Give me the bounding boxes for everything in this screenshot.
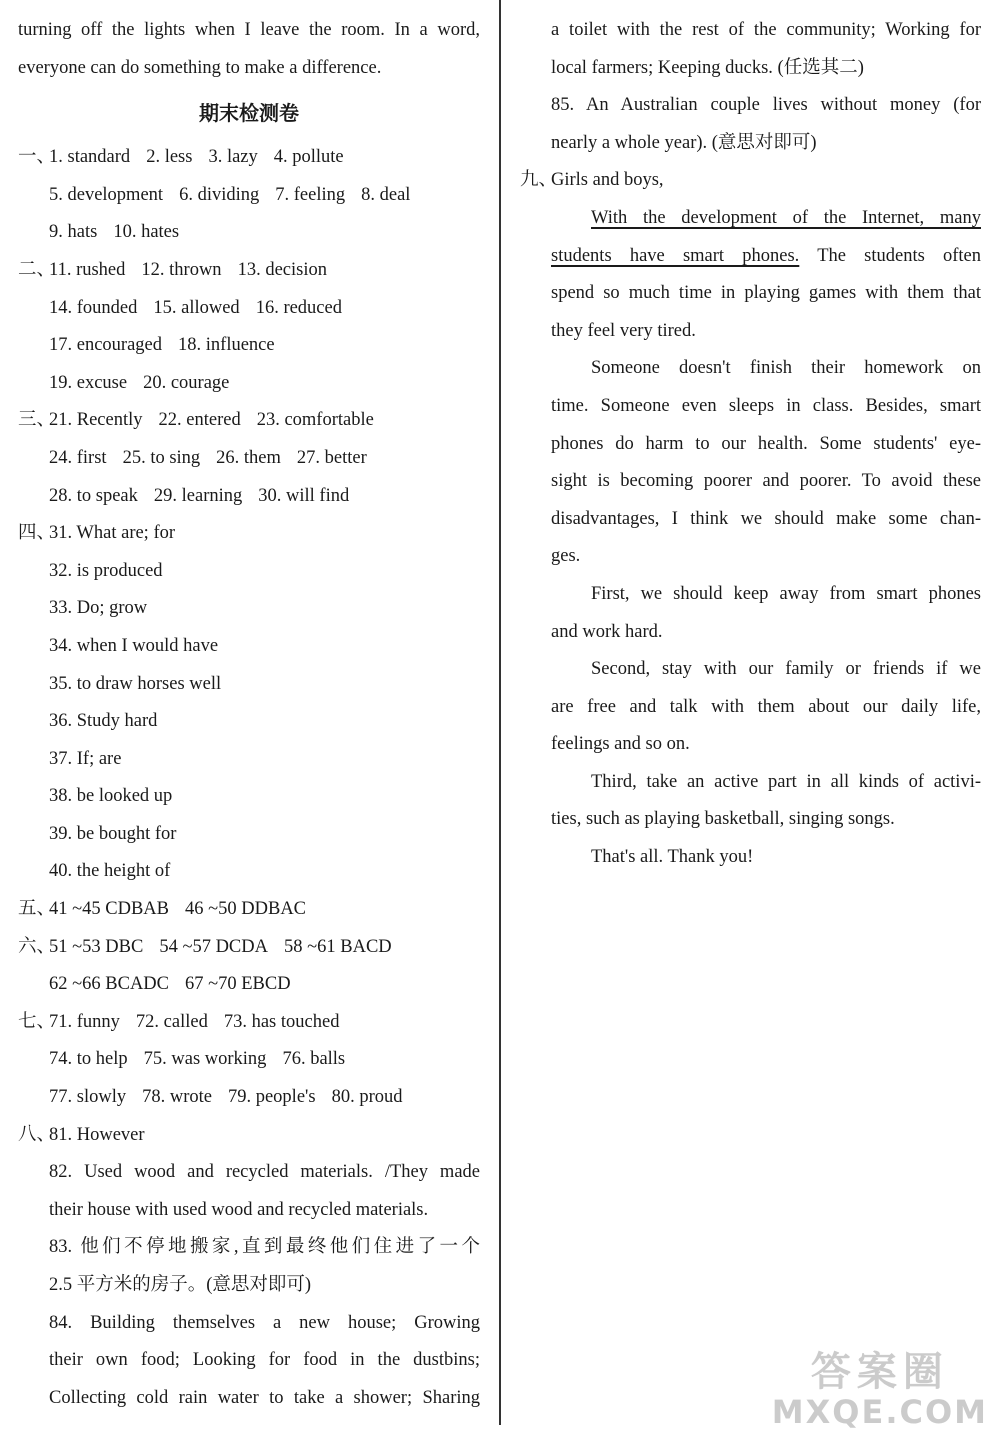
essay-line: disadvantages, I think we should make some chan- (551, 508, 981, 529)
essay-line: Someone doesn't finish their homework on (591, 358, 981, 379)
essay-line (551, 200, 981, 238)
answer-line: 34. when I would have (49, 635, 219, 656)
answer-line: nearly a whole year). (意思对即可) (551, 132, 817, 153)
answer-line (18, 1117, 480, 1155)
answer: 72. called (135, 1011, 208, 1032)
section-mark: 四、 (18, 523, 56, 544)
answer: 75. was working (143, 1049, 267, 1070)
answer: 78. wrote (142, 1087, 212, 1108)
greeting: Girls and boys, (551, 170, 664, 191)
answer: 4. pollute (273, 147, 344, 168)
section-mark: 八、 (18, 1124, 56, 1145)
watermark-text: 答案圈 (810, 1349, 949, 1395)
answer-line: a toilet with the rest of the community; Working for (551, 20, 981, 40)
answer: 74. to help (49, 1049, 128, 1070)
answer-line: 39. be bought for (49, 823, 177, 844)
answer-line (18, 515, 480, 553)
answer-line (18, 1079, 480, 1117)
answer: 17. encouraged (49, 335, 163, 356)
answer-line (18, 365, 480, 403)
answer: 6. dividing (179, 184, 260, 205)
section-mark: 六、 (18, 936, 56, 957)
answer-line (18, 139, 480, 177)
answer: 29. learning (153, 485, 243, 506)
answer: 58 ~61 BACD (284, 936, 392, 957)
answer-line: 38. be looked up (49, 786, 173, 807)
answer-line (18, 891, 480, 929)
answer: 15. allowed (153, 297, 240, 318)
underlined-sentence: With the development of the Internet, many (591, 207, 981, 228)
answer: 12. thrown (141, 259, 222, 280)
answer-line: 33. Do; grow (49, 598, 148, 619)
answer: 13. decision (237, 259, 327, 280)
answer-line: 40. the height of (49, 861, 171, 882)
answer: 62 ~66 BCADC (49, 974, 169, 995)
answer-line (18, 929, 480, 967)
answer: 18. influence (178, 335, 275, 356)
answer-line (18, 290, 480, 328)
intro-line: everyone can do something to make a difference. (18, 57, 382, 78)
essay-line: and work hard. (551, 621, 663, 642)
answer-line (18, 327, 480, 365)
answer: 14. founded (49, 297, 138, 318)
answer-line (18, 1041, 480, 1079)
answer: 76. balls (282, 1049, 346, 1070)
answer: 71. funny (49, 1011, 120, 1032)
answer-line: their own food; Looking for food in the dustbins; (49, 1350, 480, 1371)
answer: 19. excuse (49, 372, 128, 393)
section-mark: 五、 (18, 899, 56, 920)
right-column (520, 0, 981, 877)
answer: 77. slowly (49, 1087, 127, 1108)
section-mark: 一、 (18, 147, 56, 168)
greeting-line (520, 162, 981, 200)
answer-line (18, 252, 480, 290)
answer: 8. deal (361, 184, 411, 205)
intro-line: turning off the lights when I leave the room. In a word, (18, 20, 480, 40)
answer: 28. to speak (49, 485, 138, 506)
section-mark: 九、 (520, 170, 558, 191)
answer-line: 84. Building themselves a new house; Growing (49, 1312, 480, 1333)
answer: 3. lazy (208, 147, 258, 168)
section-mark: 三、 (18, 410, 56, 431)
answer: 54 ~57 DCDA (159, 936, 268, 957)
section-mark: 二、 (18, 259, 56, 280)
answer: 24. first (49, 447, 107, 468)
answer-line: 35. to draw horses well (49, 673, 222, 694)
answer-line: 83. 他们不停地搬家,直到最终他们住进了一个 (49, 1237, 480, 1258)
answer: 31. What are; for (49, 523, 176, 544)
answer-line (18, 402, 480, 440)
answer: 30. will find (258, 485, 350, 506)
essay-line: spend so much time in playing games with them that (551, 283, 981, 304)
answer: 26. them (216, 447, 281, 468)
answer: 20. courage (143, 372, 230, 393)
answer-line: local farmers; Keeping ducks. (任选其二) (551, 57, 864, 78)
answer-line: Collecting cold rain water to take a shower; Sharing (49, 1387, 480, 1408)
underlined-sentence: students have smart phones. (551, 245, 800, 266)
answer: 16. reduced (255, 297, 342, 318)
watermark-url: MXQE.COM (771, 1393, 988, 1431)
answer: 46 ~50 DDBAC (185, 899, 307, 920)
answer-line: their house with used wood and recycled materials. (49, 1199, 429, 1220)
answer-line (18, 440, 480, 478)
left-column (18, 0, 480, 1417)
answer: 11. rushed (49, 259, 126, 280)
answer: 1. standard (49, 147, 131, 168)
answer-line (18, 478, 480, 516)
answer-line (18, 966, 480, 1004)
essay-line: phones do harm to our health. Some students' eye- (551, 433, 981, 454)
answer: 27. better (296, 447, 367, 468)
answer-line (18, 1004, 480, 1042)
column-divider (499, 0, 501, 1425)
essay-line: ges. (551, 546, 581, 567)
essay-line: sight is becoming poorer and poorer. To avoid these (551, 471, 981, 492)
section-title: 期末检测卷 (199, 101, 299, 126)
answer: 80. proud (331, 1087, 403, 1108)
essay-line: Second, stay with our family or friends if we (591, 659, 981, 680)
essay-line: Third, take an active part in all kinds of activi- (591, 771, 981, 792)
answer-line: 32. is produced (49, 560, 163, 581)
essay-line: are free and talk with them about our daily life, (551, 696, 981, 717)
essay-line (551, 238, 981, 276)
answer: 7. feeling (275, 184, 346, 205)
answer-line (18, 177, 480, 215)
answer: 41 ~45 CDBAB (49, 899, 169, 920)
answer: 25. to sing (122, 447, 201, 468)
essay-line: they feel very tired. (551, 320, 696, 341)
answer-line: 37. If; are (49, 748, 122, 769)
answer: 23. comfortable (256, 410, 374, 431)
answer: 10. hates (113, 222, 180, 243)
answer: 5. development (49, 184, 164, 205)
answer: 21. Recently (49, 410, 143, 431)
answer: 22. entered (158, 410, 241, 431)
watermark-logo (772, 1350, 988, 1430)
answer: 2. less (146, 147, 193, 168)
answer: 79. people's (227, 1087, 316, 1108)
answer: 73. has touched (223, 1011, 340, 1032)
essay-line: ties, such as playing basketball, singing songs. (551, 809, 895, 830)
answer: 9. hats (49, 222, 98, 243)
answer: 81. However (49, 1124, 145, 1145)
answer-line (18, 214, 480, 252)
answer: 67 ~70 EBCD (185, 974, 291, 995)
answer-line: 36. Study hard (49, 711, 158, 732)
answer-line: 82. Used wood and recycled materials. /They made (49, 1162, 480, 1183)
essay-line: That's all. Thank you! (591, 847, 754, 868)
answer: 51 ~53 DBC (49, 936, 144, 957)
essay-line: feelings and so on. (551, 734, 690, 755)
essay-line: time. Someone even sleeps in class. Besides, smart (551, 395, 981, 416)
essay-line: First, we should keep away from smart phones (591, 583, 981, 604)
section-mark: 七、 (18, 1011, 56, 1032)
answer-line: 85. An Australian couple lives without money (for (551, 95, 981, 116)
essay-text: The students often (817, 245, 981, 266)
answer-line: 2.5 平方米的房子。(意思对即可) (49, 1275, 312, 1295)
